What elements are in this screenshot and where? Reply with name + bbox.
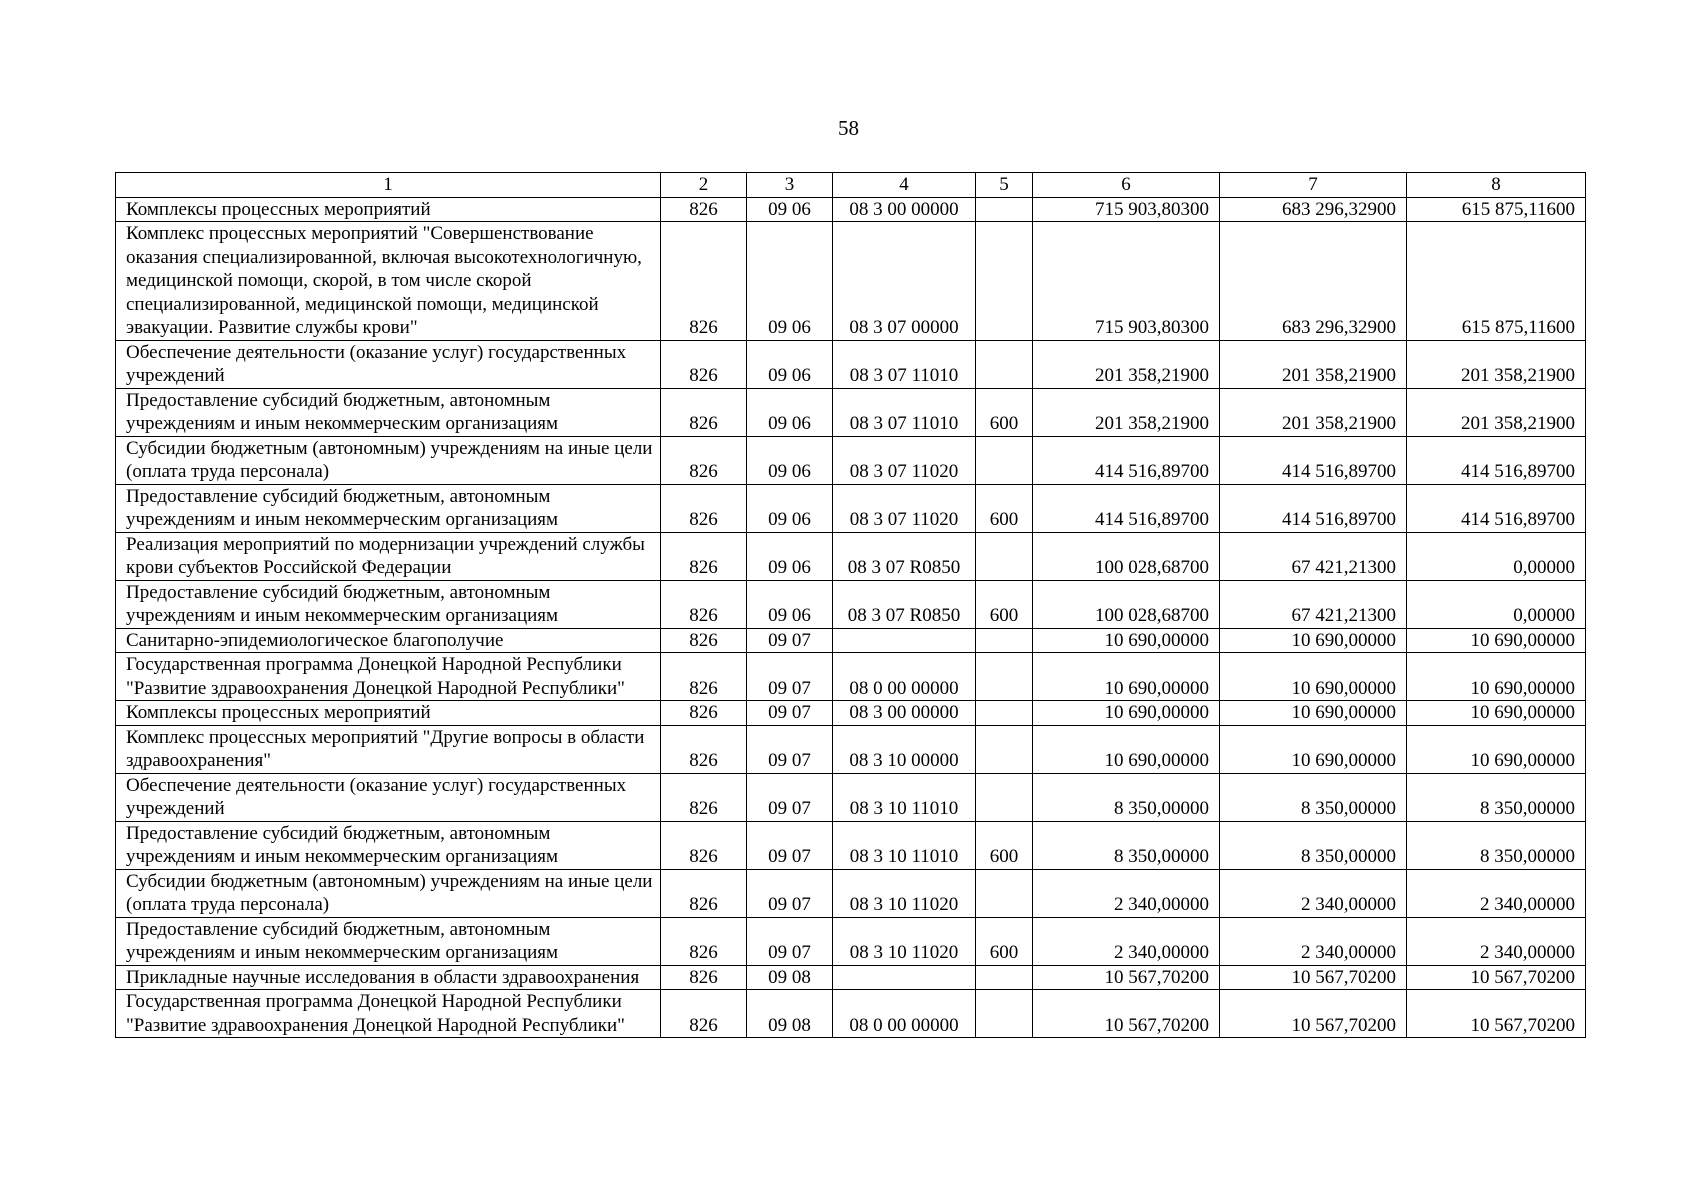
item-name-cell: Прикладные научные исследования в области здравоохранения (116, 965, 661, 990)
header-cell: 5 (976, 173, 1033, 198)
table-row (116, 532, 1586, 580)
amount-year2-cell: 10 567,70200 (1220, 990, 1407, 1038)
section-code-cell: 09 06 (747, 197, 833, 222)
amount-year2-cell: 10 690,00000 (1220, 628, 1407, 653)
expense-type-cell: 600 (976, 821, 1033, 869)
ministry-code-cell: 826 (661, 653, 747, 701)
amount-year3-cell: 10 690,00000 (1407, 628, 1586, 653)
amount-year1-cell: 10 690,00000 (1033, 653, 1220, 701)
target-article-cell (833, 965, 976, 990)
expense-type-cell (976, 436, 1033, 484)
section-code-cell: 09 06 (747, 388, 833, 436)
amount-year1-cell: 8 350,00000 (1033, 773, 1220, 821)
target-article-cell: 08 3 10 11020 (833, 869, 976, 917)
target-article-cell: 08 0 00 00000 (833, 653, 976, 701)
amount-year2-cell: 67 421,21300 (1220, 532, 1407, 580)
item-name-cell: Предоставление субсидий бюджетным, автономным учреждениям и иным некоммерческим организациям (116, 388, 661, 436)
amount-year3-cell: 8 350,00000 (1407, 821, 1586, 869)
amount-year1-cell: 10 690,00000 (1033, 628, 1220, 653)
header-cell: 4 (833, 173, 976, 198)
item-name-cell: Санитарно-эпидемиологическое благополучие (116, 628, 661, 653)
target-article-cell: 08 3 07 11010 (833, 388, 976, 436)
target-article-cell: 08 3 07 11020 (833, 436, 976, 484)
target-article-cell: 08 3 00 00000 (833, 197, 976, 222)
section-code-cell: 09 07 (747, 821, 833, 869)
expense-type-cell (976, 653, 1033, 701)
target-article-cell: 08 3 00 00000 (833, 701, 976, 726)
ministry-code-cell: 826 (661, 532, 747, 580)
amount-year3-cell: 615 875,11600 (1407, 197, 1586, 222)
header-cell: 1 (116, 173, 661, 198)
amount-year3-cell: 2 340,00000 (1407, 917, 1586, 965)
amount-year1-cell: 10 690,00000 (1033, 725, 1220, 773)
amount-year3-cell: 10 567,70200 (1407, 990, 1586, 1038)
section-code-cell: 09 07 (747, 869, 833, 917)
ministry-code-cell: 826 (661, 340, 747, 388)
ministry-code-cell: 826 (661, 965, 747, 990)
ministry-code-cell: 826 (661, 701, 747, 726)
table-row (116, 628, 1586, 653)
expense-type-cell: 600 (976, 580, 1033, 628)
amount-year3-cell: 2 340,00000 (1407, 869, 1586, 917)
target-article-cell: 08 3 07 11020 (833, 484, 976, 532)
expense-type-cell (976, 773, 1033, 821)
target-article-cell: 08 3 10 11010 (833, 821, 976, 869)
table-body (116, 173, 1586, 1038)
amount-year2-cell: 683 296,32900 (1220, 197, 1407, 222)
table-row (116, 580, 1586, 628)
table-row (116, 701, 1586, 726)
expense-type-cell (976, 197, 1033, 222)
amount-year2-cell: 67 421,21300 (1220, 580, 1407, 628)
item-name-cell: Предоставление субсидий бюджетным, автономным учреждениям и иным некоммерческим организациям (116, 484, 661, 532)
expense-type-cell: 600 (976, 917, 1033, 965)
target-article-cell: 08 3 10 11010 (833, 773, 976, 821)
table-row (116, 653, 1586, 701)
item-name-cell: Комплекс процессных мероприятий "Совершенствование оказания специализированной, включая высокотехнологичную, медицинской помощи, скорой, в том числе скорой специализированной, медицинской помощи, медицинской эвакуации. Развитие службы крови" (116, 222, 661, 341)
amount-year1-cell: 715 903,80300 (1033, 197, 1220, 222)
amount-year3-cell: 10 690,00000 (1407, 653, 1586, 701)
amount-year3-cell: 0,00000 (1407, 532, 1586, 580)
amount-year2-cell: 414 516,89700 (1220, 484, 1407, 532)
expense-type-cell (976, 990, 1033, 1038)
section-code-cell: 09 06 (747, 532, 833, 580)
amount-year2-cell: 10 567,70200 (1220, 965, 1407, 990)
amount-year3-cell: 8 350,00000 (1407, 773, 1586, 821)
amount-year3-cell: 10 567,70200 (1407, 965, 1586, 990)
amount-year3-cell: 615 875,11600 (1407, 222, 1586, 341)
section-code-cell: 09 06 (747, 436, 833, 484)
item-name-cell: Государственная программа Донецкой Народной Республики "Развитие здравоохранения Донецкой Народной Республики" (116, 653, 661, 701)
section-code-cell: 09 08 (747, 965, 833, 990)
ministry-code-cell: 826 (661, 821, 747, 869)
table-header-row (116, 173, 1586, 198)
amount-year3-cell: 201 358,21900 (1407, 388, 1586, 436)
target-article-cell: 08 3 07 R0850 (833, 532, 976, 580)
amount-year2-cell: 2 340,00000 (1220, 869, 1407, 917)
header-cell: 2 (661, 173, 747, 198)
ministry-code-cell: 826 (661, 484, 747, 532)
budget-table (115, 172, 1586, 1038)
target-article-cell: 08 3 07 R0850 (833, 580, 976, 628)
amount-year3-cell: 414 516,89700 (1407, 436, 1586, 484)
table-row (116, 917, 1586, 965)
table-row (116, 773, 1586, 821)
target-article-cell: 08 0 00 00000 (833, 990, 976, 1038)
expense-type-cell (976, 532, 1033, 580)
expense-type-cell (976, 222, 1033, 341)
amount-year1-cell: 201 358,21900 (1033, 388, 1220, 436)
item-name-cell: Обеспечение деятельности (оказание услуг) государственных учреждений (116, 773, 661, 821)
amount-year2-cell: 201 358,21900 (1220, 340, 1407, 388)
table-row (116, 388, 1586, 436)
section-code-cell: 09 08 (747, 990, 833, 1038)
amount-year2-cell: 8 350,00000 (1220, 821, 1407, 869)
expense-type-cell (976, 340, 1033, 388)
target-article-cell: 08 3 10 11020 (833, 917, 976, 965)
header-cell: 8 (1407, 173, 1586, 198)
ministry-code-cell: 826 (661, 869, 747, 917)
page-number: 58 (838, 116, 859, 140)
expense-type-cell (976, 628, 1033, 653)
amount-year1-cell: 414 516,89700 (1033, 484, 1220, 532)
ministry-code-cell: 826 (661, 580, 747, 628)
item-name-cell: Предоставление субсидий бюджетным, автономным учреждениям и иным некоммерческим организациям (116, 917, 661, 965)
table-row (116, 340, 1586, 388)
ministry-code-cell: 826 (661, 222, 747, 341)
amount-year2-cell: 201 358,21900 (1220, 388, 1407, 436)
expense-type-cell: 600 (976, 484, 1033, 532)
amount-year1-cell: 10 690,00000 (1033, 701, 1220, 726)
amount-year2-cell: 10 690,00000 (1220, 701, 1407, 726)
expense-type-cell: 600 (976, 388, 1033, 436)
amount-year3-cell: 0,00000 (1407, 580, 1586, 628)
item-name-cell: Комплексы процессных мероприятий (116, 701, 661, 726)
amount-year3-cell: 414 516,89700 (1407, 484, 1586, 532)
amount-year1-cell: 100 028,68700 (1033, 532, 1220, 580)
ministry-code-cell: 826 (661, 990, 747, 1038)
table-row (116, 725, 1586, 773)
expense-type-cell (976, 869, 1033, 917)
table-row (116, 965, 1586, 990)
ministry-code-cell: 826 (661, 436, 747, 484)
target-article-cell: 08 3 07 00000 (833, 222, 976, 341)
section-code-cell: 09 07 (747, 725, 833, 773)
table-row (116, 821, 1586, 869)
amount-year2-cell: 10 690,00000 (1220, 725, 1407, 773)
section-code-cell: 09 07 (747, 917, 833, 965)
amount-year2-cell: 8 350,00000 (1220, 773, 1407, 821)
amount-year1-cell: 414 516,89700 (1033, 436, 1220, 484)
item-name-cell: Обеспечение деятельности (оказание услуг) государственных учреждений (116, 340, 661, 388)
section-code-cell: 09 06 (747, 580, 833, 628)
item-name-cell: Субсидии бюджетным (автономным) учреждениям на иные цели (оплата труда персонала) (116, 869, 661, 917)
header-cell: 7 (1220, 173, 1407, 198)
amount-year1-cell: 8 350,00000 (1033, 821, 1220, 869)
ministry-code-cell: 826 (661, 773, 747, 821)
amount-year1-cell: 10 567,70200 (1033, 965, 1220, 990)
amount-year2-cell: 683 296,32900 (1220, 222, 1407, 341)
target-article-cell: 08 3 07 11010 (833, 340, 976, 388)
amount-year1-cell: 715 903,80300 (1033, 222, 1220, 341)
section-code-cell: 09 07 (747, 773, 833, 821)
amount-year3-cell: 201 358,21900 (1407, 340, 1586, 388)
table-row (116, 197, 1586, 222)
table-row (116, 436, 1586, 484)
ministry-code-cell: 826 (661, 917, 747, 965)
section-code-cell: 09 06 (747, 484, 833, 532)
section-code-cell: 09 06 (747, 340, 833, 388)
item-name-cell: Предоставление субсидий бюджетным, автономным учреждениям и иным некоммерческим организациям (116, 821, 661, 869)
table-row (116, 869, 1586, 917)
table-row (116, 990, 1586, 1038)
target-article-cell (833, 628, 976, 653)
table-row (116, 484, 1586, 532)
amount-year1-cell: 10 567,70200 (1033, 990, 1220, 1038)
amount-year3-cell: 10 690,00000 (1407, 725, 1586, 773)
amount-year3-cell: 10 690,00000 (1407, 701, 1586, 726)
item-name-cell: Реализация мероприятий по модернизации учреждений службы крови субъектов Российской Федерации (116, 532, 661, 580)
item-name-cell: Государственная программа Донецкой Народной Республики "Развитие здравоохранения Донецкой Народной Республики" (116, 990, 661, 1038)
section-code-cell: 09 06 (747, 222, 833, 341)
section-code-cell: 09 07 (747, 701, 833, 726)
amount-year1-cell: 2 340,00000 (1033, 869, 1220, 917)
item-name-cell: Комплексы процессных мероприятий (116, 197, 661, 222)
header-cell: 6 (1033, 173, 1220, 198)
section-code-cell: 09 07 (747, 653, 833, 701)
item-name-cell: Субсидии бюджетным (автономным) учреждениям на иные цели (оплата труда персонала) (116, 436, 661, 484)
amount-year2-cell: 2 340,00000 (1220, 917, 1407, 965)
section-code-cell: 09 07 (747, 628, 833, 653)
table-row (116, 222, 1586, 341)
ministry-code-cell: 826 (661, 628, 747, 653)
target-article-cell: 08 3 10 00000 (833, 725, 976, 773)
expense-type-cell (976, 965, 1033, 990)
item-name-cell: Предоставление субсидий бюджетным, автономным учреждениям и иным некоммерческим организациям (116, 580, 661, 628)
item-name-cell: Комплекс процессных мероприятий "Другие вопросы в области здравоохранения" (116, 725, 661, 773)
expense-type-cell (976, 725, 1033, 773)
amount-year1-cell: 100 028,68700 (1033, 580, 1220, 628)
expense-type-cell (976, 701, 1033, 726)
amount-year2-cell: 10 690,00000 (1220, 653, 1407, 701)
header-cell: 3 (747, 173, 833, 198)
amount-year1-cell: 201 358,21900 (1033, 340, 1220, 388)
ministry-code-cell: 826 (661, 197, 747, 222)
amount-year1-cell: 2 340,00000 (1033, 917, 1220, 965)
ministry-code-cell: 826 (661, 725, 747, 773)
amount-year2-cell: 414 516,89700 (1220, 436, 1407, 484)
ministry-code-cell: 826 (661, 388, 747, 436)
